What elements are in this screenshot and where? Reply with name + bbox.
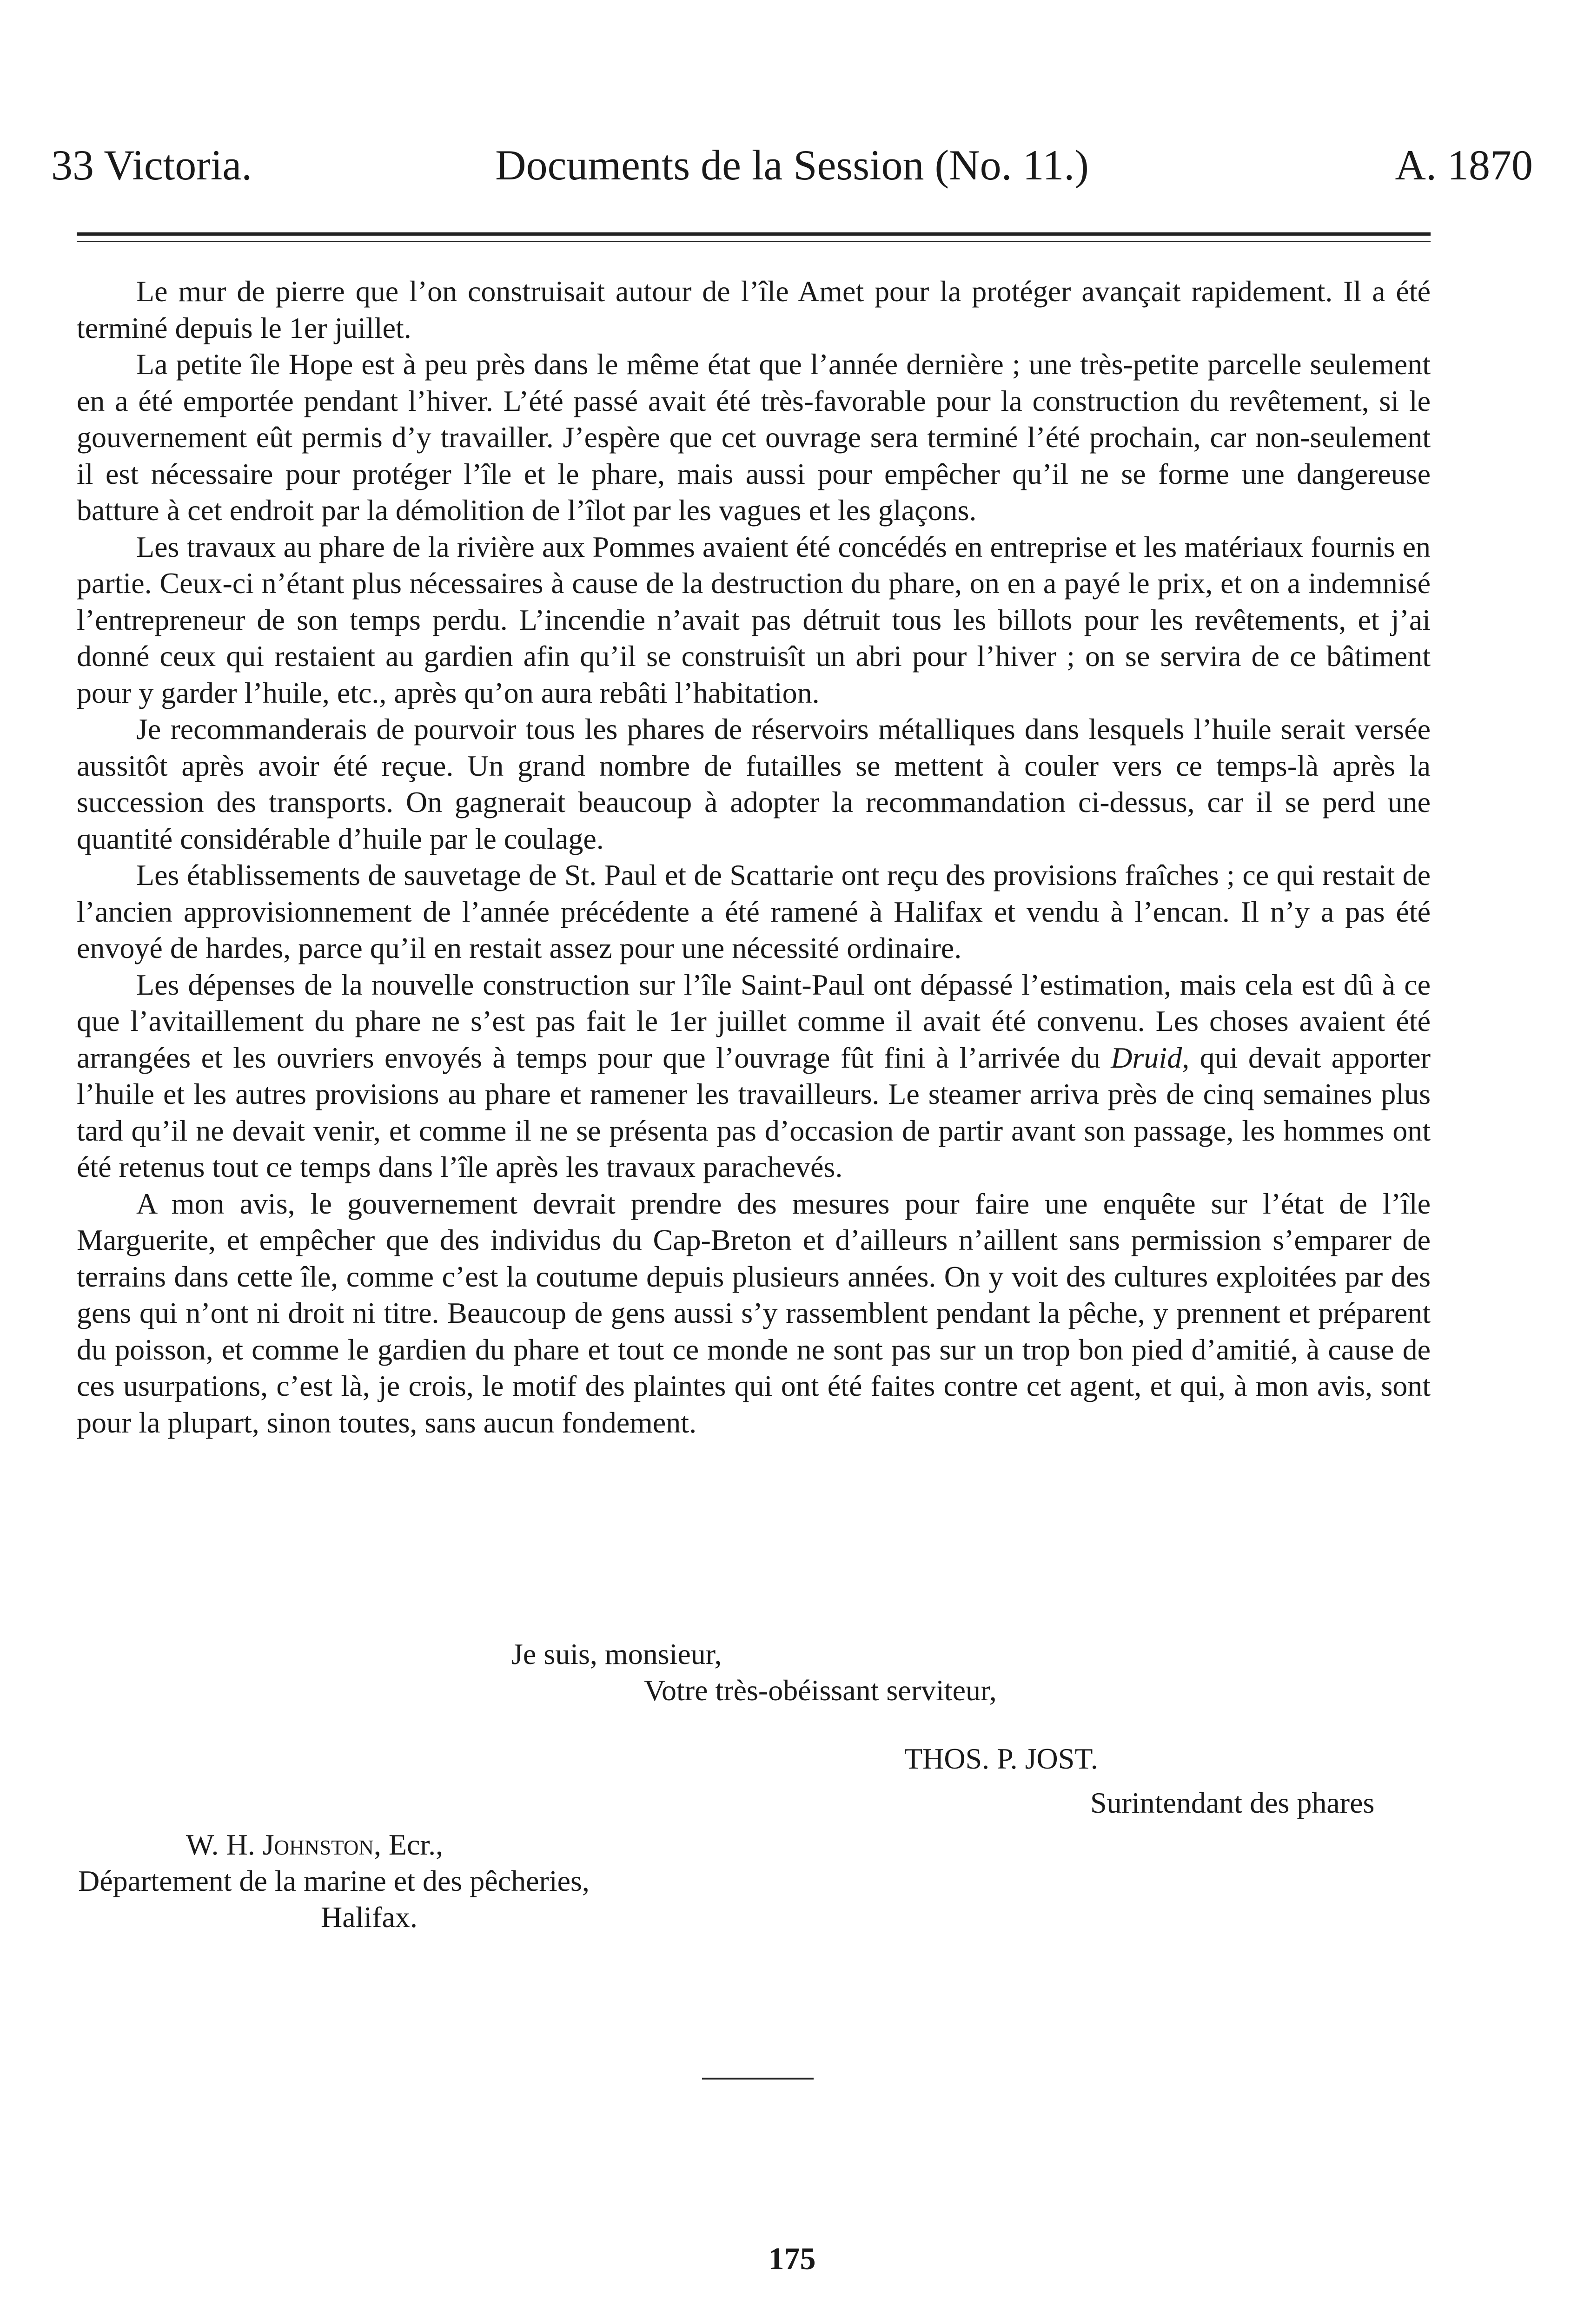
addressee-name-line: [186, 1827, 443, 1863]
paragraph-pommes: Les travaux au phare de la rivière aux Pommes avaient été concédés en entreprise et les matériaux fournis en partie. Ceux-ci n’étant plus nécessaires à cause de la destruction du phare, on en a payé le prix, et on a indemnisé l’entrepreneur de son temps perdu. L’incendie n’avait pas détruit tous les billots pour les revêtements, et j’ai donné ceux qui restaient au gardien afin qu’il se construisît un abri pour l’hiver ; on se servira de ce bâtiment pour y garder l’huile, etc., après qu’on aura rebâti l’habitation.: [77, 530, 1431, 709]
signature: THOS. P. JOST.: [904, 1742, 1098, 1775]
footer-rule: [702, 2078, 814, 2080]
page-number: 175: [768, 2241, 816, 2276]
paragraph-sauvetage: Les établissements de sauvetage de St. Paul et de Scattarie ont reçu des provisions fraîches ; ce qui restait de l’ancien approvisionnement de l’année précédente a été ramené à Halifax et vendu à l’encan. Il n’y a pas été envoyé de hardes, parce qu’il en restait assez pour une nécessité ordinaire.: [77, 858, 1431, 964]
paragraph-amet: Le mur de pierre que l’on construisait autour de l’île Amet pour la protéger avançait rapidement. Il a été terminé depuis le 1er juillet.: [77, 275, 1431, 344]
paragraph-marguerite: A mon avis, le gouvernement devrait prendre des mesures pour faire une enquête sur l’état de l’île Marguerite, et empêcher que des individus du Cap-Breton et d’ailleurs n’aillent sans permission s’emparer de terrains dans cette île, comme c’est la coutume depuis plusieurs années. On y voit des cultures exploitées par des gens qui n’ont ni droit ni titre. Beaucoup de gens aussi s’y rassemblent pendant la pêche, y prennent et préparent du poisson, et comme le gardien du phare et tout ce monde ne sont pas sur un trop bon pied d’amitié, à cause de ces usurpations, c’est là, je crois, le motif des plaintes qui ont été faites contre cet agent, et qui, à mon avis, sont pour la plupart, sinon toutes, sans aucun fondement.: [77, 1187, 1431, 1439]
header-rule-thick: [77, 232, 1431, 236]
header-year: A. 1870: [1395, 141, 1533, 189]
valediction: Votre très-obéissant serviteur,: [644, 1674, 997, 1707]
running-header: [51, 139, 1533, 191]
addressee-department: Département de la marine et des pêcheries,: [78, 1864, 590, 1897]
header-rule-thin: [77, 241, 1431, 242]
paragraph-hope: La petite île Hope est à peu près dans le même état que l’année dernière ; une très-petite parcelle seulement en a été emportée pendant l’hiver. L’été passé avait été très-favorable pour la construction du revêtement, si le gouvernement eût permis d’y travailler. J’espère que cet ouvrage sera terminé l’été prochain, car non-seulement il est nécessaire pour protéger l’île et le phare, mais aussi pour empêcher qu’il ne se forme une dangereuse batture à cet endroit par la démolition de l’îlot par les vagues et les glaçons.: [77, 348, 1431, 527]
header-title: Documents de la Session (No. 11.): [495, 141, 1089, 189]
letter-body: [77, 273, 1431, 1441]
header-volume: 33 Victoria.: [51, 141, 252, 189]
salutation: Je suis, monsieur,: [511, 1637, 722, 1670]
addressee-name: W. H. Johnston: [186, 1828, 374, 1861]
ship-name-druid: Druid: [1111, 1041, 1182, 1074]
paragraph-saint-paul: Les dépenses de la nouvelle construction sur l’île Saint-Paul ont dépassé l’estimation, mais cela est dû à ce que l’avitaillement du phare ne s’est pas fait le 1er juillet comme il avait été convenu. Les choses avaient été arrangées et les ouvriers envoyés à temps pour que l’ouvrage fût fini à l’arrivée du Druid, qui devait apporter l’huile et les autres provisions au phare et ramener les travailleurs. Le steamer arriva près de cinq semaines plus tard qu’il ne devait venir, et comme il ne se présenta pas d’occasion de partir avant son passage, les hommes ont été retenus tout ce temps dans l’île après les travaux parachevés.: [77, 968, 1431, 1183]
paragraph-reservoirs: Je recommanderais de pourvoir tous les phares de réservoirs métalliques dans lesquels l’huile serait versée aussitôt après avoir été reçue. Un grand nombre de futailles se mettent à couler vers ce temps-là après la succession des transports. On gagnerait beaucoup à adopter la recommandation ci-dessus, car il se perd une quantité considérable d’huile par le coulage.: [77, 713, 1431, 855]
addressee-city: Halifax.: [321, 1901, 418, 1934]
signatory-title: Surintendant des phares: [1090, 1786, 1375, 1819]
addressee-suffix: , Ecr.,: [373, 1828, 444, 1861]
